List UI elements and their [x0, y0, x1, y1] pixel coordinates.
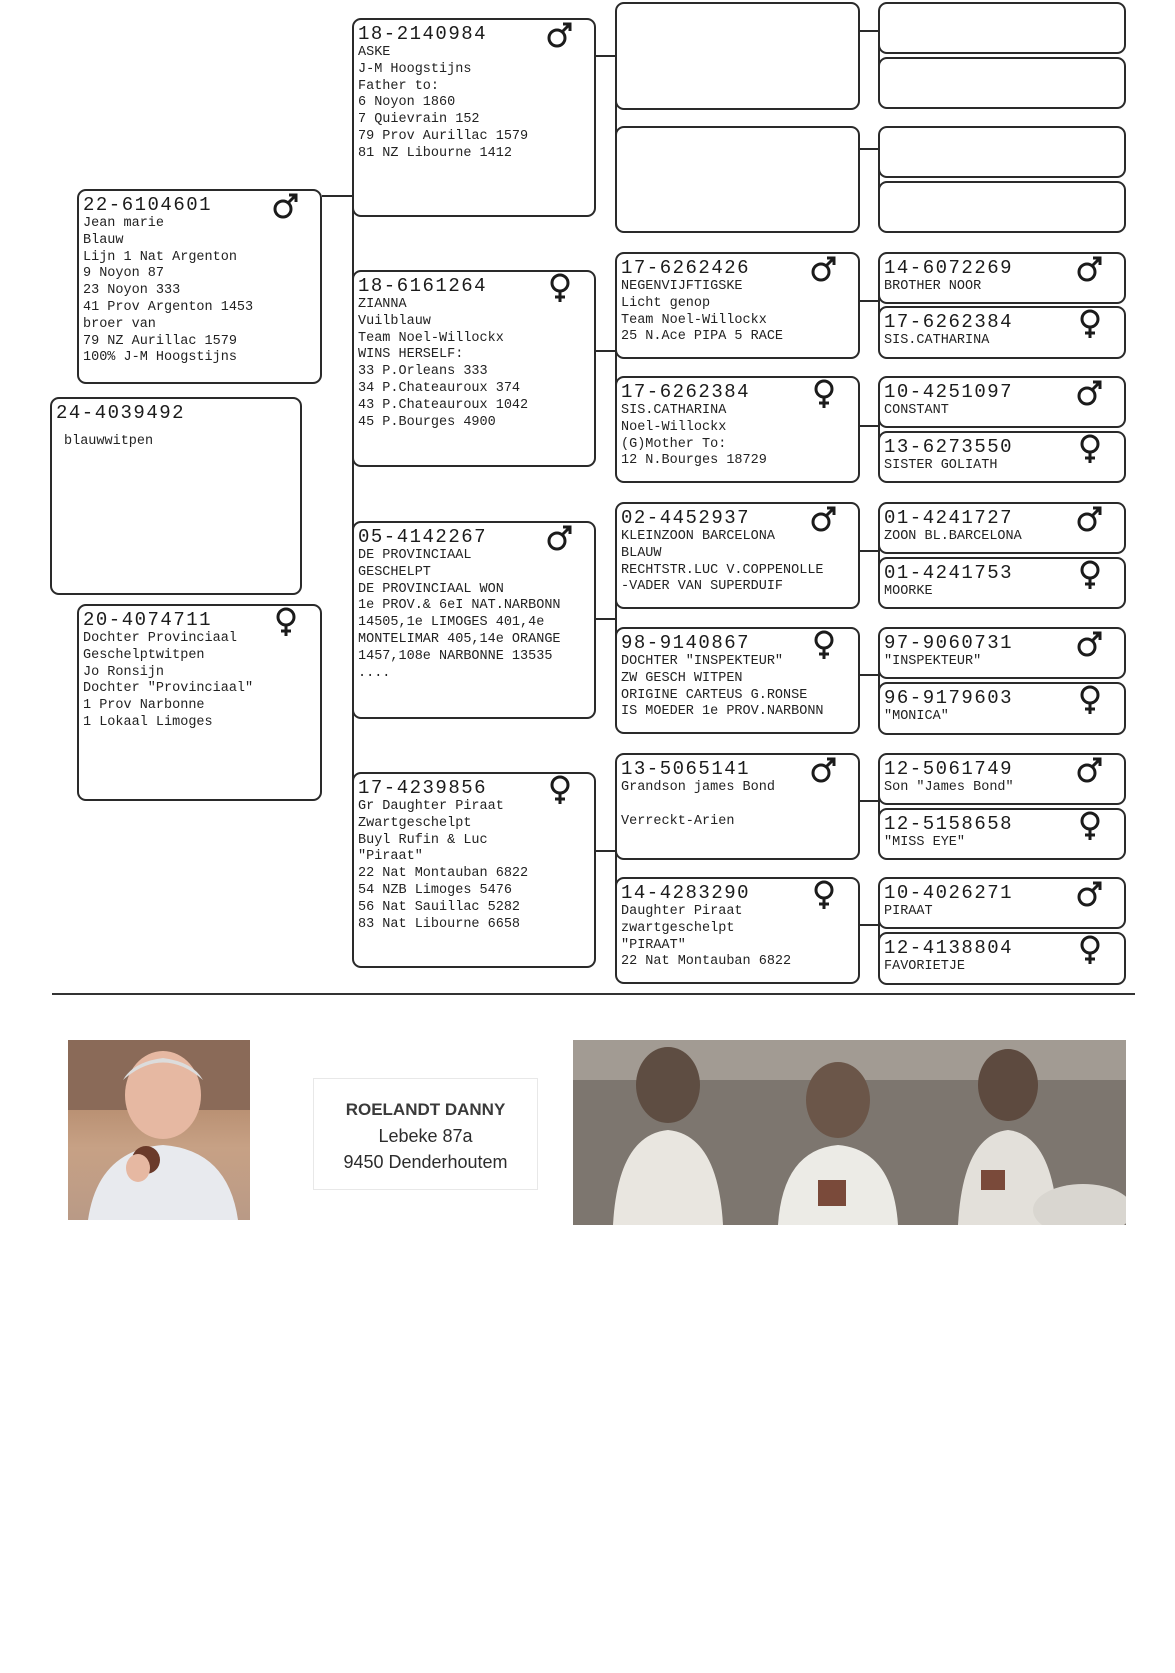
- maternal-grandmother-line-4: "Piraat": [358, 849, 423, 865]
- father-card: [77, 189, 322, 384]
- maternal-grandmother-line-5: 22 Nat Montauban 6822: [358, 866, 529, 882]
- paternal-grandfather-line-6: 79 Prov Aurillac 1579: [358, 128, 529, 144]
- maternal-grandfather-line-5: 14505,1e LIMOGES 401,4e: [358, 615, 545, 631]
- empty-card: [878, 57, 1126, 109]
- maternal-grandmother-line-3: Buyl Rufin & Luc: [358, 832, 488, 848]
- maternal-grandmother-card: [352, 772, 596, 968]
- gen4-name: MOORKE: [884, 584, 933, 599]
- maternal-grandmother-line-8: 83 Nat Libourne 6658: [358, 916, 521, 932]
- gen3-line: Licht genop: [621, 295, 711, 311]
- male-symbol-icon: [1076, 630, 1104, 660]
- gen4-name: "MONICA": [884, 709, 949, 724]
- gen3-line: Grandson james Bond: [621, 780, 775, 795]
- gen4-card: [878, 808, 1126, 860]
- paternal-grandfather-line-5: 7 Quievrain 152: [358, 112, 480, 128]
- gen4-card: [878, 376, 1126, 428]
- gen3-card: [615, 252, 860, 359]
- paternal-grandmother-line-5: 33 P.Orleans 333: [358, 364, 488, 380]
- paternal-grandmother-line-1: ZIANNA: [358, 297, 407, 312]
- male-symbol-icon: [1076, 379, 1104, 409]
- paternal-grandmother-ring: 18-6161264: [358, 275, 488, 297]
- gen4-name: "MISS EYE": [884, 835, 966, 850]
- maternal-grandfather-line-7: 1457,108e NARBONNE 13535: [358, 648, 553, 664]
- mother-line-6: 1 Lokaal Limoges: [83, 714, 213, 730]
- gen3-line: [621, 797, 854, 814]
- gen4-card: [878, 306, 1126, 359]
- female-symbol-icon: [1076, 309, 1104, 339]
- father-line-3: Lijn 1 Nat Argenton: [83, 249, 237, 265]
- female-symbol-icon: [546, 273, 574, 303]
- subject-card: [50, 397, 302, 595]
- gen3-ring: 17-6262384: [621, 381, 751, 403]
- gen4-ring: 01-4241753: [884, 562, 1014, 584]
- father-ring: 22-6104601: [83, 194, 213, 216]
- female-symbol-icon: [1076, 935, 1104, 965]
- paternal-grandfather-line-1: ASKE: [358, 45, 391, 60]
- athletes-photo-illustration: [573, 1040, 1126, 1225]
- male-symbol-icon: [1076, 255, 1104, 285]
- paternal-grandmother-line-8: 45 P.Bourges 4900: [358, 414, 496, 430]
- mother-card: [77, 604, 322, 801]
- gen4-ring: 96-9179603: [884, 687, 1014, 709]
- gen3-line: -VADER VAN SUPERDUIF: [621, 579, 784, 595]
- gen4-name: SIS.CATHARINA: [884, 333, 990, 348]
- mother-line-4: Dochter "Provinciaal": [83, 681, 254, 697]
- mother-ring: 20-4074711: [83, 609, 213, 631]
- gen3-line: RECHTSTR.LUC V.COPPENOLLE: [621, 562, 824, 578]
- gen3-line: zwartgeschelpt: [621, 920, 735, 936]
- male-symbol-icon: [1076, 880, 1104, 910]
- gen4-name: CONSTANT: [884, 403, 949, 418]
- female-symbol-icon: [810, 379, 838, 409]
- gen4-name: FAVORIETJE: [884, 959, 966, 974]
- mother-line-5: 1 Prov Narbonne: [83, 698, 205, 714]
- gen3-line: NEGENVIJFTIGSKE: [621, 279, 743, 294]
- paternal-grandfather-line-3: Father to:: [358, 78, 440, 94]
- father-line-9: 100% J-M Hoogstijns: [83, 350, 237, 366]
- paternal-grandfather-line-4: 6 Noyon 1860: [358, 95, 456, 111]
- gen3-line: (G)Mother To:: [621, 436, 727, 452]
- gen4-card: [878, 252, 1126, 304]
- owner-photo: [68, 1040, 250, 1220]
- subject-ring: 24-4039492: [56, 402, 186, 424]
- mother-line-3: Jo Ronsijn: [83, 664, 165, 680]
- gen3-line: ORIGINE CARTEUS G.RONSE: [621, 687, 808, 703]
- gen3-line: ZW GESCH WITPEN: [621, 670, 743, 686]
- gen4-card: [878, 682, 1126, 735]
- male-symbol-icon: [1076, 756, 1104, 786]
- gen4-ring: 12-5158658: [884, 813, 1014, 835]
- gen4-ring: 13-6273550: [884, 436, 1014, 458]
- gen4-ring: 12-4138804: [884, 937, 1014, 959]
- male-symbol-icon: [1076, 505, 1104, 535]
- gen3-card: [615, 627, 860, 734]
- paternal-grandmother-line-2: Vuilblauw: [358, 313, 431, 329]
- gen4-name: PIRAAT: [884, 904, 933, 919]
- gen3-card: [615, 376, 860, 483]
- owner-city: 9450 Denderhoutem: [343, 1152, 508, 1172]
- maternal-grandfather-ring: 05-4142267: [358, 526, 488, 548]
- gen3-line: "PIRAAT": [621, 937, 686, 953]
- gen4-ring: 10-4251097: [884, 381, 1014, 403]
- gen3-ring: 02-4452937: [621, 507, 751, 529]
- gen4-ring: 14-6072269: [884, 257, 1014, 279]
- gen4-card: [878, 627, 1126, 679]
- female-symbol-icon: [1076, 434, 1104, 464]
- divider: [52, 993, 1135, 995]
- paternal-grandmother-line-6: 34 P.Chateauroux 374: [358, 380, 521, 396]
- female-symbol-icon: [810, 630, 838, 660]
- gen3-line: 12 N.Bourges 18729: [621, 453, 767, 469]
- female-symbol-icon: [1076, 811, 1104, 841]
- father-line-8: 79 NZ Aurillac 1579: [83, 333, 237, 349]
- maternal-grandfather-line-3: DE PROVINCIAAL WON: [358, 581, 504, 597]
- gen4-ring: 01-4241727: [884, 507, 1014, 529]
- athletes-photo: [573, 1040, 1126, 1225]
- maternal-grandfather-line-8: ....: [358, 665, 391, 681]
- gen4-name: ZOON BL.BARCELONA: [884, 529, 1022, 544]
- subject-color: blauwwitpen: [64, 434, 154, 449]
- maternal-grandmother-line-7: 56 Nat Sauillac 5282: [358, 899, 521, 915]
- empty-card: [878, 2, 1126, 54]
- father-line-7: broer van: [83, 316, 156, 332]
- gen4-card: [878, 502, 1126, 554]
- owner-photo-illustration: [68, 1040, 250, 1220]
- female-symbol-icon: [546, 775, 574, 805]
- gen4-card: [878, 932, 1126, 985]
- female-symbol-icon: [810, 880, 838, 910]
- male-symbol-icon: [810, 505, 838, 535]
- empty-card: [878, 126, 1126, 178]
- empty-card: [615, 126, 860, 233]
- maternal-grandfather-line-2: GESCHELPT: [358, 564, 431, 580]
- gen4-ring: 10-4026271: [884, 882, 1014, 904]
- gen3-line: KLEINZOON BARCELONA: [621, 529, 775, 544]
- gen3-line: Team Noel-Willockx: [621, 312, 767, 328]
- female-symbol-icon: [1076, 560, 1104, 590]
- gen3-line: 22 Nat Montauban 6822: [621, 954, 792, 970]
- empty-card: [615, 2, 860, 110]
- maternal-grandmother-line-6: 54 NZB Limoges 5476: [358, 882, 512, 898]
- paternal-grandfather-ring: 18-2140984: [358, 23, 488, 45]
- maternal-grandmother-line-2: Zwartgeschelpt: [358, 815, 472, 831]
- gen4-name: "INSPEKTEUR": [884, 654, 982, 669]
- gen4-card: [878, 431, 1126, 483]
- male-symbol-icon: [810, 255, 838, 285]
- paternal-grandmother-line-4: WINS HERSELF:: [358, 347, 464, 363]
- gen3-ring: 17-6262426: [621, 257, 751, 279]
- male-symbol-icon: [546, 21, 574, 51]
- maternal-grandfather-line-4: 1e PROV.& 6eI NAT.NARBONN: [358, 598, 561, 614]
- maternal-grandfather-line-1: DE PROVINCIAAL: [358, 548, 472, 563]
- gen3-card: [615, 877, 860, 984]
- gen3-line: DOCHTER "INSPEKTEUR": [621, 654, 784, 669]
- owner-name: ROELANDT DANNY: [345, 1100, 506, 1119]
- maternal-grandfather-card: [352, 521, 596, 719]
- gen3-line: 25 N.Ace PIPA 5 RACE: [621, 329, 784, 345]
- paternal-grandmother-line-3: Team Noel-Willockx: [358, 330, 504, 346]
- male-symbol-icon: [272, 192, 300, 222]
- gen3-line: BLAUW: [621, 545, 662, 561]
- gen3-line: Verreckt-Arien: [621, 813, 735, 829]
- gen3-line: IS MOEDER 1e PROV.NARBONN: [621, 704, 824, 720]
- empty-card: [878, 181, 1126, 233]
- gen3-line: SIS.CATHARINA: [621, 403, 727, 418]
- paternal-grandmother-line-7: 43 P.Chateauroux 1042: [358, 397, 529, 413]
- owner-street: Lebeke 87a: [378, 1126, 473, 1146]
- gen4-card: [878, 557, 1126, 609]
- owner-address-card: [313, 1078, 538, 1190]
- father-line-1: Jean marie: [83, 216, 165, 231]
- gen4-ring: 97-9060731: [884, 632, 1014, 654]
- paternal-grandfather-line-7: 81 NZ Libourne 1412: [358, 145, 512, 161]
- mother-line-2: Geschelptwitpen: [83, 647, 205, 663]
- gen4-card: [878, 753, 1126, 805]
- gen3-ring: 14-4283290: [621, 882, 751, 904]
- gen3-card: [615, 753, 860, 860]
- paternal-grandmother-card: [352, 270, 596, 467]
- father-line-6: 41 Prov Argenton 1453: [83, 299, 254, 315]
- gen4-name: SISTER GOLIATH: [884, 458, 998, 473]
- mother-line-1: Dochter Provinciaal: [83, 631, 237, 646]
- father-line-4: 9 Noyon 87: [83, 266, 165, 282]
- gen4-card: [878, 877, 1126, 929]
- gen4-ring: 12-5061749: [884, 758, 1014, 780]
- maternal-grandmother-line-1: Gr Daughter Piraat: [358, 799, 504, 814]
- gen3-card: [615, 502, 860, 609]
- father-line-5: 23 Noyon 333: [83, 283, 181, 299]
- male-symbol-icon: [546, 524, 574, 554]
- paternal-grandfather-card: [352, 18, 596, 217]
- gen4-ring: 17-6262384: [884, 311, 1014, 333]
- maternal-grandfather-line-6: MONTELIMAR 405,14e ORANGE: [358, 631, 561, 647]
- male-symbol-icon: [810, 756, 838, 786]
- gen3-line: Daughter Piraat: [621, 904, 743, 919]
- gen3-ring: 13-5065141: [621, 758, 751, 780]
- female-symbol-icon: [1076, 685, 1104, 715]
- paternal-grandfather-line-2: J-M Hoogstijns: [358, 61, 472, 77]
- gen4-name: Son "James Bond": [884, 780, 1014, 795]
- gen3-line: Noel-Willockx: [621, 419, 727, 435]
- gen4-name: BROTHER NOOR: [884, 279, 982, 294]
- gen3-ring: 98-9140867: [621, 632, 751, 654]
- female-symbol-icon: [272, 607, 300, 637]
- father-line-2: Blauw: [83, 232, 124, 248]
- maternal-grandmother-ring: 17-4239856: [358, 777, 488, 799]
